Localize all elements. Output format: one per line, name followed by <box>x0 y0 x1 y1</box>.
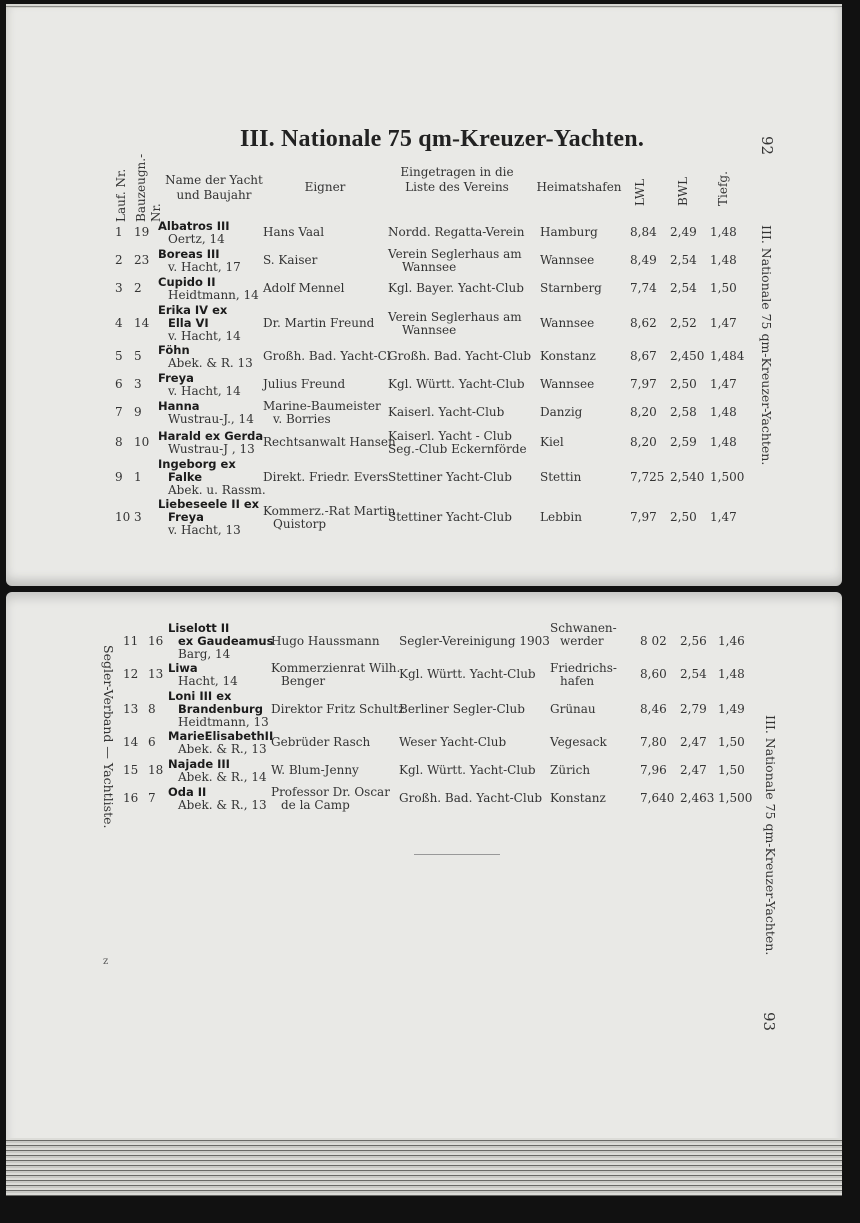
tiefg-value: 1,500 <box>710 470 745 484</box>
bwl-value: 2,49 <box>670 225 697 239</box>
tiefg-value: 1,48 <box>710 405 737 419</box>
verein: Großh. Bad. Yacht-Club <box>388 349 532 363</box>
yacht-name-line2: Abek. & R., 13 <box>178 742 267 756</box>
bau-nr: 5 <box>134 349 142 363</box>
eigner: Direkt. Friedr. Evers <box>263 470 389 484</box>
lauf-nr: 6 <box>115 377 123 391</box>
lauf-nr: 5 <box>115 349 123 363</box>
yacht-name-line2: Ella VI <box>168 316 209 330</box>
tiefg-value: 1,50 <box>710 281 737 295</box>
eigner: Direktor Fritz Schultz <box>271 702 405 716</box>
page-number-top: 92 <box>758 136 776 156</box>
lauf-nr: 9 <box>115 470 123 484</box>
yacht-name: Liebeseele II ex <box>158 497 260 511</box>
bwl-value: 2,79 <box>680 702 707 716</box>
lauf-nr: 16 <box>123 791 139 805</box>
lwl-value: 8,67 <box>630 349 657 363</box>
lwl-value: 8 02 <box>640 634 667 648</box>
tiefg-value: 1,48 <box>710 225 737 239</box>
eigner: Kommerz.-Rat Martin <box>263 504 396 518</box>
bwl-value: 2,450 <box>670 349 705 363</box>
bwl-value: 2,50 <box>670 510 697 524</box>
lwl-value: 7,97 <box>630 510 657 524</box>
book-edge-bottom <box>6 1138 842 1196</box>
yacht-name: Ingeborg ex <box>158 457 236 471</box>
yacht-name: Boreas III <box>158 247 220 261</box>
lauf-nr: 4 <box>115 316 123 330</box>
yacht-name-line2: Abek. & R., 14 <box>178 770 267 784</box>
tiefg-value: 1,48 <box>710 253 737 267</box>
header-hafen: Heimatshafen <box>536 180 622 194</box>
lauf-nr: 1 <box>115 225 123 239</box>
lauf-nr: 12 <box>123 667 139 681</box>
lwl-value: 8,46 <box>640 702 667 716</box>
eigner: Marine-Baumeister <box>263 399 381 413</box>
bau-nr: 14 <box>134 316 150 330</box>
bwl-value: 2,58 <box>670 405 697 419</box>
bau-nr: 8 <box>148 702 156 716</box>
eigner-line2: de la Camp <box>281 798 350 812</box>
verein: Berliner Segler-Club <box>399 702 525 716</box>
side-caption-left: Segler-Verband — Yachtliste. <box>101 645 116 829</box>
eigner: Professor Dr. Oscar <box>271 785 390 799</box>
verein: Kgl. Württ. Yacht-Club <box>399 763 536 777</box>
heimatshafen: Friedrichs- <box>550 661 617 675</box>
verein: Verein Seglerhaus am <box>388 247 522 261</box>
yacht-name-line2: Abek. & R. 13 <box>168 356 253 370</box>
eigner: Julius Freund <box>263 377 346 391</box>
header-verein: Eingetragen in die Liste des Vereins <box>400 165 514 194</box>
heimatshafen: Kiel <box>540 435 564 449</box>
bwl-value: 2,540 <box>670 470 705 484</box>
lwl-value: 8,20 <box>630 435 657 449</box>
header-tiefg: Tiefg. <box>716 171 730 206</box>
eigner: Adolf Mennel <box>263 281 345 295</box>
eigner: Gebrüder Rasch <box>271 735 371 749</box>
yacht-name: Loni III ex <box>168 689 232 703</box>
bau-nr: 18 <box>148 763 164 777</box>
bau-nr: 7 <box>148 791 156 805</box>
yacht-name-line2: v. Hacht, 14 <box>168 384 241 398</box>
yacht-name-line2: v. Hacht, 17 <box>168 260 241 274</box>
bau-nr: 3 <box>134 510 142 524</box>
eigner-line2: Benger <box>281 674 326 688</box>
lauf-nr: 11 <box>123 634 139 648</box>
page-title: III. Nationale 75 qm-Kreuzer-Yachten. <box>240 126 645 152</box>
bau-nr: 6 <box>148 735 156 749</box>
tiefg-value: 1,47 <box>710 510 737 524</box>
header-eigner: Eigner <box>304 180 346 194</box>
verein-line2: Wannsee <box>402 323 457 337</box>
verein: Kgl. Bayer. Yacht-Club <box>388 281 524 295</box>
verein: Verein Seglerhaus am <box>388 310 522 324</box>
yacht-name: Hanna <box>158 399 200 413</box>
header-name: Name der Yacht und Baujahr <box>165 173 263 202</box>
yacht-name-line2: Heidtmann, 14 <box>168 288 259 302</box>
heimatshafen: Konstanz <box>550 791 606 805</box>
lauf-nr: 2 <box>115 253 123 267</box>
lauf-nr: 3 <box>115 281 123 295</box>
bwl-value: 2,54 <box>680 667 707 681</box>
yacht-name: Föhn <box>158 343 190 357</box>
heimatshafen: Lebbin <box>540 510 582 524</box>
bwl-value: 2,47 <box>680 735 707 749</box>
lwl-value: 7,97 <box>630 377 657 391</box>
yacht-name-line2: Wustrau-J., 14 <box>168 412 254 426</box>
lwl-value: 8,62 <box>630 316 657 330</box>
yacht-name-line2: Wustrau-J , 13 <box>168 442 255 456</box>
yacht-name-line2: Freya <box>168 510 204 524</box>
yacht-name: Oda II <box>168 785 207 799</box>
yacht-name: Albatros III <box>158 219 230 233</box>
lauf-nr: 15 <box>123 763 139 777</box>
yacht-name: Erika IV ex <box>158 303 228 317</box>
tiefg-value: 1,47 <box>710 377 737 391</box>
eigner: Dr. Martin Freund <box>263 316 375 330</box>
bwl-value: 2,47 <box>680 763 707 777</box>
tiefg-value: 1,50 <box>718 763 745 777</box>
tiefg-value: 1,500 <box>718 791 753 805</box>
page-mark: z <box>103 956 109 967</box>
tiefg-value: 1,47 <box>710 316 737 330</box>
tiefg-value: 1,48 <box>718 667 745 681</box>
yacht-name: Cupido II <box>158 275 216 289</box>
verein: Kgl. Württ. Yacht-Club <box>388 377 525 391</box>
bau-nr: 3 <box>134 377 142 391</box>
bau-nr: 2 <box>134 281 142 295</box>
bwl-value: 2,50 <box>670 377 697 391</box>
eigner: Hans Vaal <box>263 225 325 239</box>
heimatshafen: Wannsee <box>540 377 595 391</box>
lauf-nr: 14 <box>123 735 139 749</box>
lwl-value: 7,640 <box>640 791 675 805</box>
heimatshafen-line2: hafen <box>560 674 595 688</box>
yacht-name-line2: ex Gaudeamus <box>178 634 274 648</box>
heimatshafen: Schwanen- <box>550 621 617 635</box>
verein: Stettiner Yacht-Club <box>388 510 512 524</box>
bau-nr: 1 <box>134 470 142 484</box>
bau-nr: 16 <box>148 634 164 648</box>
tiefg-value: 1,46 <box>718 634 745 648</box>
heimatshafen: Zürich <box>550 763 591 777</box>
verein: Stettiner Yacht-Club <box>388 470 512 484</box>
tiefg-value: 1,49 <box>718 702 745 716</box>
heimatshafen: Wannsee <box>540 253 595 267</box>
heimatshafen: Starnberg <box>540 281 602 295</box>
lwl-value: 7,74 <box>630 281 657 295</box>
eigner: Hugo Haussmann <box>271 634 380 648</box>
heimatshafen-line2: werder <box>560 634 604 648</box>
bau-nr: 9 <box>134 405 142 419</box>
eigner: S. Kaiser <box>263 253 318 267</box>
verein-line2: Wannsee <box>402 260 457 274</box>
lwl-value: 8,49 <box>630 253 657 267</box>
verein: Kaiserl. Yacht-Club <box>388 405 505 419</box>
side-caption-top: III. Nationale 75 qm-Kreuzer-Yachten. <box>759 225 774 466</box>
bwl-value: 2,56 <box>680 634 707 648</box>
page-number-bottom: 93 <box>760 1012 778 1032</box>
lwl-value: 7,725 <box>630 470 665 484</box>
tiefg-value: 1,48 <box>710 435 737 449</box>
yacht-name: Liwa <box>168 661 198 675</box>
yacht-name: Freya <box>158 371 194 385</box>
bwl-value: 2,463 <box>680 791 715 805</box>
yacht-name: Harald ex Gerda <box>158 429 264 443</box>
yacht-name-line2: Falke <box>168 470 203 484</box>
heimatshafen: Wannsee <box>540 316 595 330</box>
verein: Segler-Vereinigung 1903 <box>399 634 550 648</box>
verein: Kgl. Württ. Yacht-Club <box>399 667 536 681</box>
yacht-name: MarieElisabethII <box>168 729 274 743</box>
tiefg-value: 1,50 <box>718 735 745 749</box>
verein: Großh. Bad. Yacht-Club <box>399 791 543 805</box>
lauf-nr: 7 <box>115 405 123 419</box>
divider-line <box>414 854 500 855</box>
bwl-value: 2,54 <box>670 281 697 295</box>
verein: Nordd. Regatta-Verein <box>388 225 525 239</box>
eigner-line2: v. Borries <box>273 412 331 426</box>
yacht-name-line2: Brandenburg <box>178 702 263 716</box>
side-caption-right: III. Nationale 75 qm-Kreuzer-Yachten. <box>763 715 778 956</box>
heimatshafen: Vegesack <box>550 735 607 749</box>
bwl-value: 2,54 <box>670 253 697 267</box>
lwl-value: 8,84 <box>630 225 657 239</box>
verein-line2: Seg.-Club Eckernförde <box>388 442 527 456</box>
eigner: Großh. Bad. Yacht-Cl <box>263 349 391 363</box>
lwl-value: 7,80 <box>640 735 667 749</box>
lwl-value: 8,20 <box>630 405 657 419</box>
yacht-name-line2: Abek. & R., 13 <box>178 798 267 812</box>
yacht-name-line2: Hacht, 14 <box>178 674 238 688</box>
eigner: Kommerzienrat Wilh. <box>271 661 401 675</box>
eigner-line2: Quistorp <box>273 517 327 531</box>
eigner: Rechtsanwalt Hansen <box>263 435 396 449</box>
bau-nr: 10 <box>134 435 150 449</box>
yacht-builder: v. Hacht, 13 <box>168 523 241 537</box>
lauf-nr: 8 <box>115 435 123 449</box>
yacht-name-line2: Oertz, 14 <box>168 232 225 246</box>
lwl-value: 7,96 <box>640 763 667 777</box>
yacht-builder: v. Hacht, 14 <box>168 329 241 343</box>
header-bau: Bauzeugn.-Nr. <box>134 153 163 222</box>
eigner: W. Blum-Jenny <box>271 763 359 777</box>
heimatshafen: Grünau <box>550 702 596 716</box>
verein: Weser Yacht-Club <box>399 735 507 749</box>
yacht-builder: Abek. u. Rassm. <box>168 483 266 497</box>
yacht-name: Najade III <box>168 757 230 771</box>
header-lauf: Lauf. Nr. <box>114 168 128 222</box>
lauf-nr: 10 <box>115 510 131 524</box>
yacht-builder: Heidtmann, 13 <box>178 715 269 729</box>
bau-nr: 19 <box>134 225 150 239</box>
yacht-builder: Barg, 14 <box>178 647 231 661</box>
bwl-value: 2,59 <box>670 435 697 449</box>
bau-nr: 23 <box>134 253 150 267</box>
lauf-nr: 13 <box>123 702 139 716</box>
tiefg-value: 1,484 <box>710 349 745 363</box>
lwl-value: 8,60 <box>640 667 667 681</box>
heimatshafen: Danzig <box>540 405 583 419</box>
bwl-value: 2,52 <box>670 316 697 330</box>
heimatshafen: Hamburg <box>540 225 598 239</box>
yacht-name: Liselott II <box>168 621 230 635</box>
header-lwl: LWL <box>633 178 647 206</box>
page-92 <box>6 8 842 586</box>
header-bwl: BWL <box>676 176 690 206</box>
bau-nr: 13 <box>148 667 164 681</box>
heimatshafen: Konstanz <box>540 349 596 363</box>
heimatshafen: Stettin <box>540 470 582 484</box>
verein: Kaiserl. Yacht - Club <box>388 429 512 443</box>
